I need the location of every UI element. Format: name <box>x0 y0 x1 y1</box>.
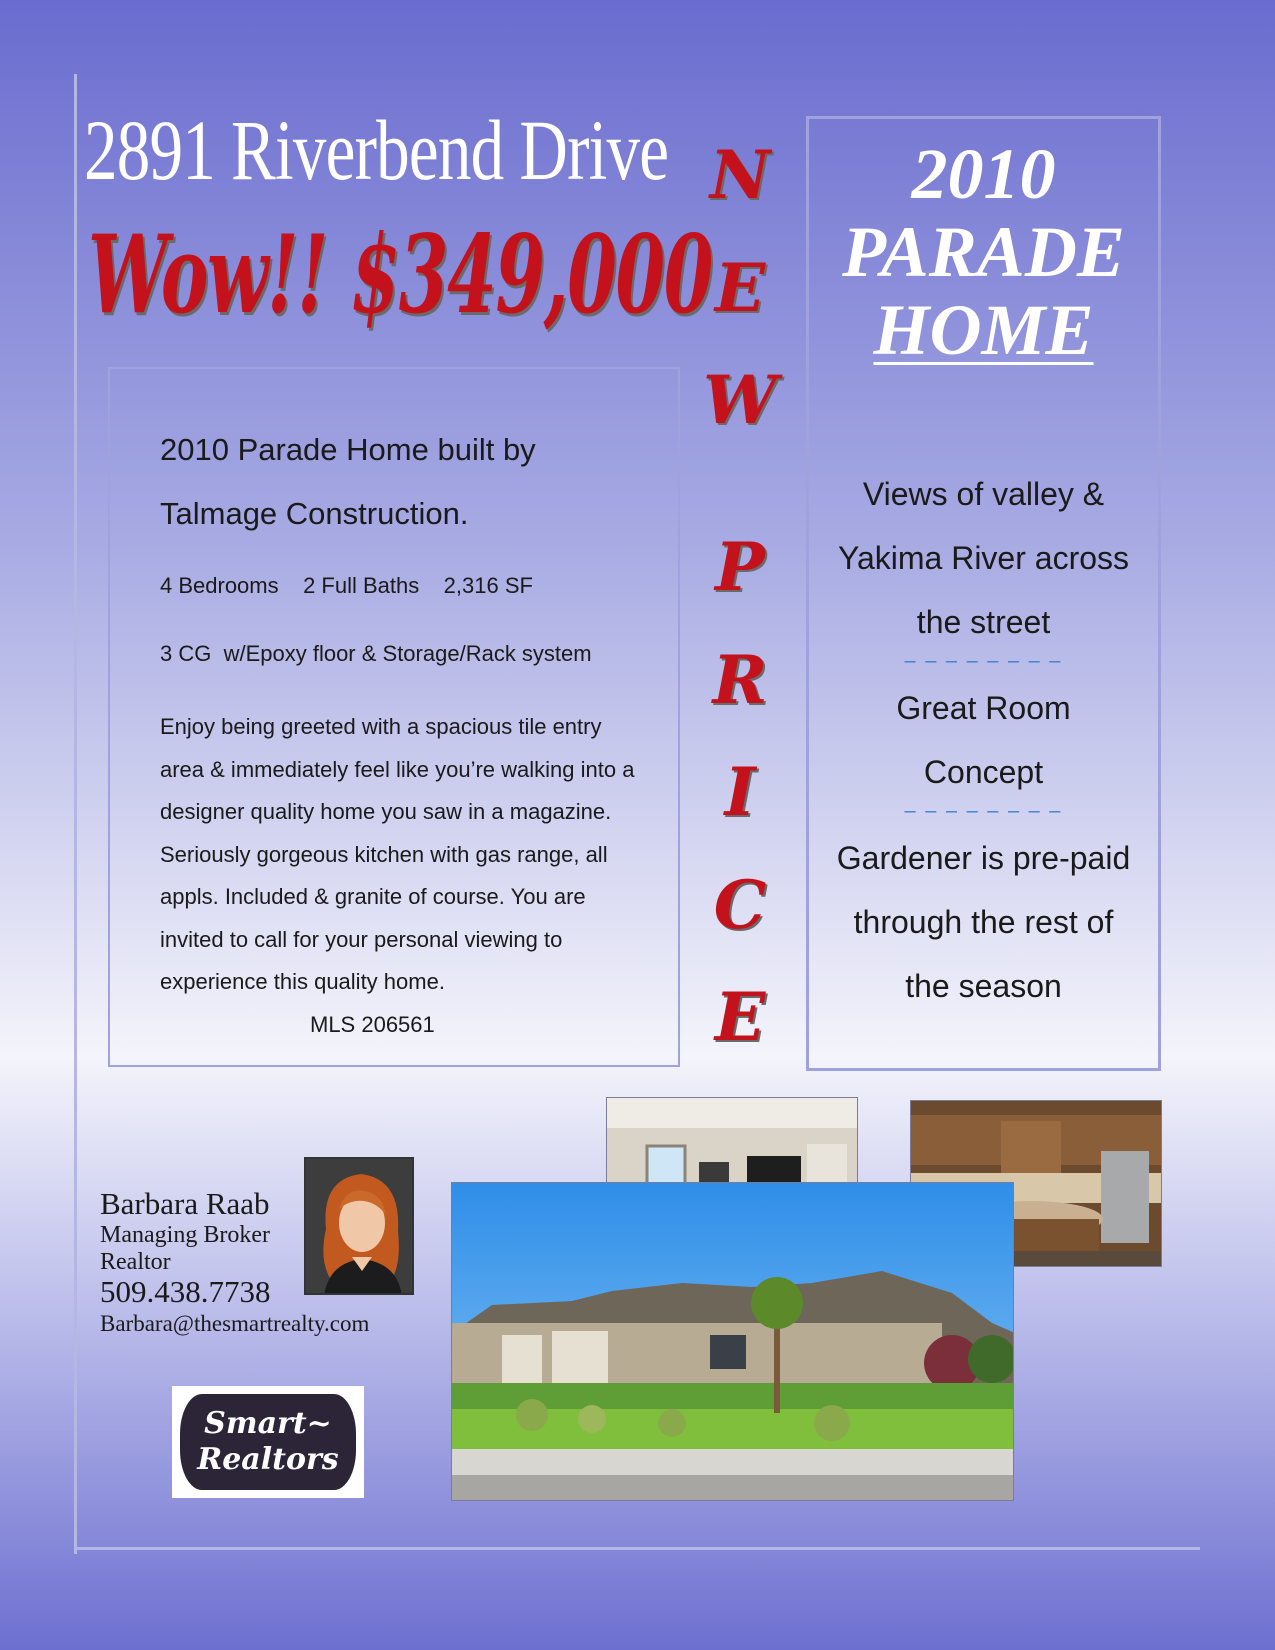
agent-headshot <box>304 1157 414 1295</box>
frame-left-border <box>74 74 77 1554</box>
feature-divider: – – – – – – – – <box>904 800 1063 822</box>
smart-realtors-logo <box>172 1386 364 1498</box>
property-address: 2891 Riverbend Drive <box>84 102 669 198</box>
new-price-letter: E <box>714 978 766 1056</box>
feature-views: Views of valley & Yakima River across the street <box>837 476 1130 640</box>
agent-email: Barbara@thesmartrealty.com <box>100 1311 370 1336</box>
agent-name: Barbara Raab <box>100 1186 270 1221</box>
new-price-letter: R <box>712 640 768 719</box>
parade-home-title <box>806 135 1161 369</box>
feature-divider: – – – – – – – – <box>904 650 1063 672</box>
parade-line1: PARADE <box>842 212 1125 292</box>
description-body <box>160 706 640 1046</box>
agent-phone: 509.438.7738 <box>100 1274 271 1309</box>
feature-great-room: Great Room Concept <box>896 690 1071 790</box>
price-headline: Wow!! $349,000 <box>88 212 713 338</box>
description-title: 2010 Parade Home built by Talmage Construction. <box>160 432 536 531</box>
frame-bottom-border <box>74 1547 1200 1550</box>
property-specs: 4 Bedrooms 2 Full Baths 2,316 SF <box>160 573 533 598</box>
mls-number: MLS 206561 <box>310 1011 435 1037</box>
new-price-letter: C <box>713 865 767 944</box>
description-text: Enjoy being greeted with a spacious tile entry area & immediately feel like you’re walking into a designer quality home you saw in a magazine. Seriously gorgeous kitchen with gas range, all appls. Included & granite of course. You are invited to call for your personal viewing to experience this quality home. <box>160 714 635 994</box>
parade-line2: HOME <box>873 290 1094 370</box>
parade-year: 2010 <box>911 134 1056 214</box>
agent-role: Realtor <box>100 1249 171 1275</box>
new-price-letter: I <box>724 753 756 831</box>
new-price-letter: W <box>702 361 778 439</box>
feature-list <box>806 462 1161 1018</box>
new-price-letter: N <box>709 136 771 214</box>
garage-details: 3 CG w/Epoxy floor & Storage/Rack system <box>160 641 592 666</box>
agent-title: Managing Broker <box>100 1222 270 1248</box>
house-exterior-photo <box>451 1182 1014 1501</box>
logo-line1: Smart~ <box>204 1406 332 1441</box>
logo-line2: Realtors <box>197 1442 339 1477</box>
new-price-vertical <box>700 136 780 1056</box>
new-price-letter: E <box>714 248 766 327</box>
logo-badge <box>180 1394 356 1490</box>
new-price-letter: P <box>715 528 765 606</box>
feature-gardener: Gardener is pre-paid through the rest of the season <box>836 840 1131 1004</box>
